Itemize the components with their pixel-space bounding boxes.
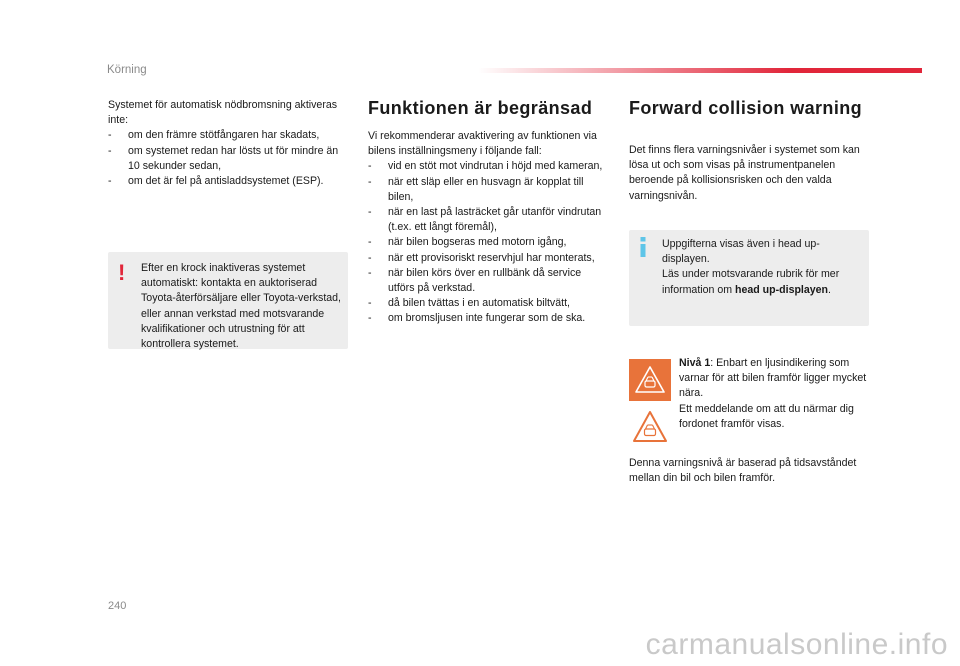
info-line-2 xyxy=(662,267,862,297)
list-item: - om bromsljusen inte fungerar som de ska. xyxy=(368,311,604,326)
col2-heading: Funktionen är begränsad xyxy=(368,98,593,118)
section-title: Körning xyxy=(107,64,147,76)
col3-outro: Denna varningsnivå är baserad på tidsavståndet mellan din bil och bilen framför. xyxy=(629,457,857,485)
list-item: - då bilen tvättas i en automatisk biltvätt, xyxy=(368,296,604,311)
collision-warning-icon-outline xyxy=(629,406,671,448)
list-item: - om det är fel på antisladdsystemet (ESP). xyxy=(108,174,348,189)
info-box xyxy=(629,230,869,326)
info-line-2-bold: head up-displayen xyxy=(735,283,829,296)
header-accent-bar xyxy=(478,68,922,73)
info-line-1: Uppgifterna visas även i head up-displayen. xyxy=(662,238,820,266)
col1-list xyxy=(108,128,348,189)
level-label: Nivå 1 xyxy=(679,357,711,369)
col3-heading: Forward collision warning xyxy=(629,98,863,118)
col2-intro: Vi rekommenderar avaktivering av funktionen via bilens inställningsmeny i följande fall: xyxy=(368,130,597,158)
list-item: - när bilen körs över en rullbänk då service utförs på verkstad. xyxy=(368,266,604,296)
watermark: carmanualsonline.info xyxy=(645,628,948,661)
col2-list xyxy=(368,159,604,326)
col3-intro: Det finns flera varningsnivåer i systemet som kan lösa ut och som visas på instrumentpanelen beroende på kollisionsrisken och den valda varningsnivån. xyxy=(629,144,860,202)
warning-icon: ! xyxy=(118,260,126,285)
info-text xyxy=(662,237,862,298)
level-text-1: : Enbart en ljusindikering som varnar för att bilen framför ligger mycket nära. xyxy=(679,357,867,400)
list-item: - vid en stöt mot vindrutan i höjd med kameran, xyxy=(368,159,604,174)
col1-text xyxy=(108,98,348,189)
info-icon xyxy=(639,237,647,257)
list-item: - om den främre stötfångaren har skadats, xyxy=(108,128,348,143)
col1-intro: Systemet för automatisk nödbromsning aktiveras inte: xyxy=(108,99,338,127)
warning-box xyxy=(108,252,348,349)
level-line-2: Ett meddelande om att du närmar dig fordonet framför visas. xyxy=(679,402,854,430)
list-item: - när ett provisoriskt reservhjul har monterats, xyxy=(368,251,604,266)
list-item: - när bilen bogseras med motorn igång, xyxy=(368,235,604,250)
collision-warning-icon-filled xyxy=(629,359,671,401)
list-item: - om systemet redan har lösts ut för mindre än 10 sekunder sedan, xyxy=(108,144,348,174)
info-line-2-prefix: Läs under motsvarande rubrik för mer information om xyxy=(662,268,840,296)
list-item: - när en last på lasträcket går utanför vindrutan (t.ex. ett långt föremål), xyxy=(368,205,604,235)
level-description xyxy=(679,356,871,432)
list-item: - när ett släp eller en husvagn är kopplat till bilen, xyxy=(368,175,604,205)
col2-text xyxy=(368,129,604,327)
warning-text: Efter en krock inaktiveras systemet automatiskt: kontakta en auktoriserad Toyota-återförsäljare eller Toyota-verkstad, eller annan verkstad med motsvarande kvalifikationer och utrustning för att kontrollera systemet. xyxy=(141,262,341,351)
info-line-2-suffix: . xyxy=(828,283,831,296)
page-number: 240 xyxy=(108,600,127,612)
level-line-1 xyxy=(679,356,871,402)
